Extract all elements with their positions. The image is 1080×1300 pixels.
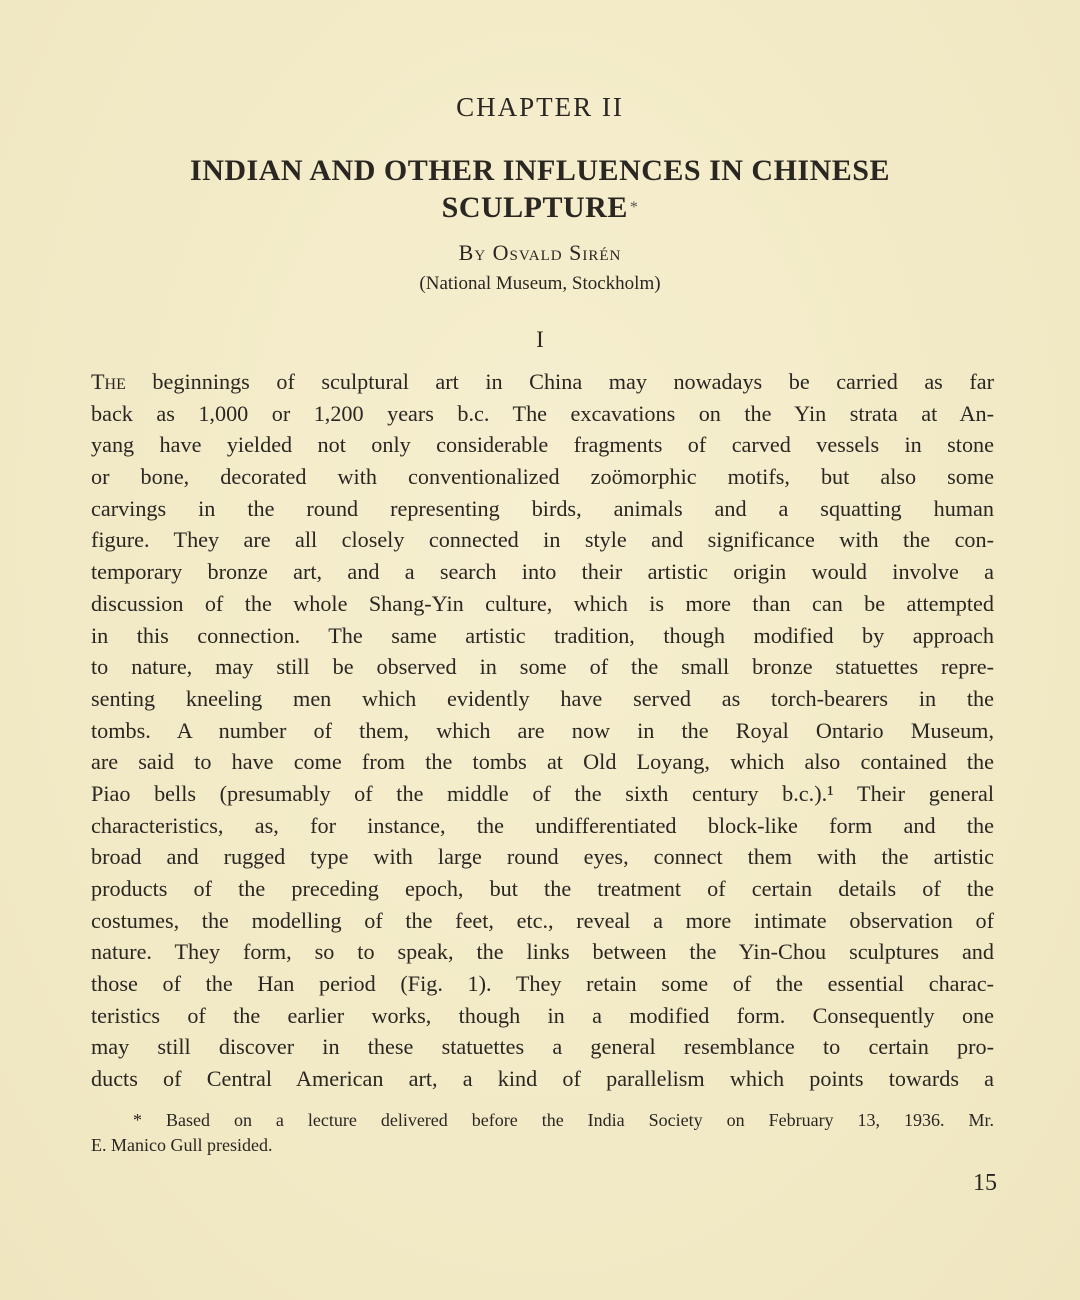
footnote <box>91 1108 994 1158</box>
body-line: characteristics, as, for instance, the undifferentiated block-like form and the <box>91 812 994 838</box>
body-line: tombs. A number of them, which are now in the Royal Ontario Museum, <box>91 717 994 743</box>
title-line-2-text: SCULPTURE <box>441 191 628 224</box>
author-affiliation: (National Museum, Stockholm) <box>419 273 661 294</box>
body-line: products of the preceding epoch, but the treatment of certain details of the <box>91 876 994 901</box>
article-title <box>120 152 960 226</box>
body-line: to nature, may still be observed in some of the small bronze statuettes repre- <box>91 654 994 680</box>
body-line: yang have yielded not only considerable fragments of carved vessels in stone <box>91 432 994 458</box>
body-line: back as 1,000 or 1,200 years b.c. The excavations on the Yin strata at An- <box>91 400 994 426</box>
drop-word: The <box>91 369 126 394</box>
body-line: figure. They are all closely connected in style and significance with the con- <box>91 527 994 553</box>
body-line: senting kneeling men which evidently have served as torch-bearers in the <box>91 685 994 711</box>
author-byline: By Osvald Sirén <box>458 240 622 265</box>
body-line: The beginnings of sculptural art in China may nowadays be carried as far <box>91 369 994 394</box>
body-line: Piao bells (presumably of the middle of the sixth century b.c.).¹ Their general <box>91 780 994 806</box>
body-line: discussion of the whole Shang-Yin culture, which is more than can be attempted <box>91 590 994 616</box>
chapter-heading: CHAPTER II <box>456 92 624 122</box>
body-line: may still discover in these statuettes a general resemblance to certain pro- <box>91 1034 994 1060</box>
body-line: broad and rugged type with large round eyes, connect them with the artistic <box>91 844 994 870</box>
footnote-line-2: E. Manico Gull presided. <box>91 1135 273 1155</box>
page-number: 15 <box>973 1170 997 1196</box>
title-line-2 <box>120 189 960 226</box>
title-footnote-mark: * <box>629 199 639 216</box>
body-line: or bone, decorated with conventionalized zoömorphic motifs, but also some <box>91 464 994 490</box>
title-line-1: INDIAN AND OTHER INFLUENCES IN CHINESE <box>190 154 890 187</box>
body-text <box>91 366 994 1095</box>
body-line: carvings in the round representing birds, animals and a squatting human <box>91 495 994 521</box>
section-number: I <box>536 327 544 352</box>
body-line: costumes, the modelling of the feet, etc., reveal a more intimate observation of <box>91 907 994 933</box>
body-line: temporary bronze art, and a search into their artistic origin would involve a <box>91 559 994 585</box>
body-line: nature. They form, so to speak, the links between the Yin-Chou sculptures and <box>91 939 994 965</box>
body-line: those of the Han period (Fig. 1). They retain some of the essential charac- <box>91 971 994 997</box>
body-line: ducts of Central American art, a kind of parallelism which points towards a <box>91 1066 994 1092</box>
footnote-line-1: * Based on a lecture delivered before the India Society on February 13, 1936. Mr. <box>133 1110 994 1130</box>
body-line: in this connection. The same artistic tradition, though modified by approach <box>91 622 994 648</box>
body-line: teristics of the earlier works, though in a modified form. Consequently one <box>91 1002 994 1028</box>
body-line: are said to have come from the tombs at Old Loyang, which also contained the <box>91 749 994 775</box>
